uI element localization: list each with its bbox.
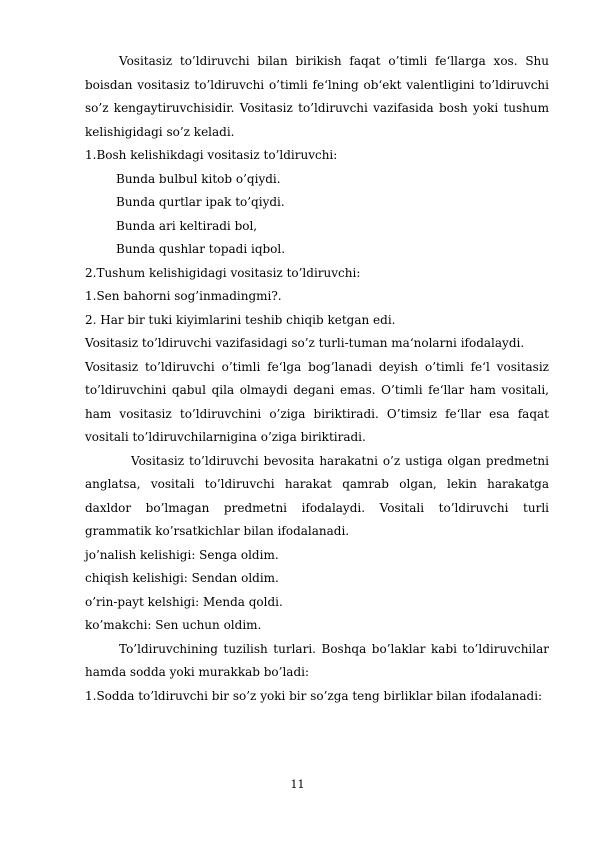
example-line: Bunda ari keltiradi bol, [116, 218, 258, 233]
case-list [85, 544, 549, 638]
case-line: chiqish kelishigi: Sendan oldim. [85, 571, 279, 585]
definition-paragraph: Vositasiz to’ldiruvchi o’timli fe‘lga bog’lanadi deyish o’timli fe‘l vositasiz to’ldiruvchini qabul qila olmaydi degani emas. O’timli fe‘llar ham vositali, ham vositasiz to’ldiruvchini o’ziga biriktiradi. O’timsiz fe‘llar esa faqat vositali to’ldiruvchilarnigina o’ziga biriktiradi. [85, 359, 549, 444]
simple-object-line: 1.Sodda to’ldiruvchi bir so’z yoki bir so’zga teng birliklar bilan ifodalanadi: [85, 688, 543, 703]
example-line: Bunda qurtlar ipak to’qiydi. [116, 195, 285, 209]
example-list-nominative [85, 168, 549, 262]
example-line: Bunda bulbul kitob o’qiydi. [116, 171, 281, 186]
case-line: jo’nalish kelishigi: Senga oldim. [85, 547, 279, 562]
indirect-object-paragraph: Vositasiz to’ldiruvchi bevosita harakatni o’z ustiga olgan predmetni anglatsa, vositali to’ldiruvchi harakat qamrab olgan, lekin harakatga daxldor bo’lmagan predmetni ifodalaydi. Vositali to’ldiruvchi turli grammatik ko’rsatkichlar bilan ifodalanadi. [85, 453, 549, 538]
example-line: 2. Har bir tuki kiyimlarini teshib chiqib ketgan edi. [85, 312, 396, 327]
heading-accusative-object: 2.Tushum kelishigidagi vositasiz to’ldiruvchi: [85, 265, 361, 280]
page-number: 11 [290, 778, 305, 791]
structure-paragraph: To’ldiruvchining tuzilish turlari. Boshqa bo’laklar kabi to’ldiruvchilar hamda sodda yoki murakkab bo’ladi: [85, 641, 549, 679]
case-line: o’rin-payt kelshigi: Menda qoldi. [85, 594, 283, 609]
example-line: Bunda qushlar topadi iqbol. [116, 242, 286, 256]
intro-paragraph: Vositasiz to’ldiruvchi bilan birikish faqat o’timli fe‘llarga xos. Shu boisdan vositasiz to’ldiruvchi o’timli fe‘lning ob‘ekt valentligini to’ldiruvchi so’z kengaytiruvchisidir. Vositasiz to’ldiruvchi vazifasida bosh yoki tushum kelishigidagi so’z keladi. [85, 54, 549, 139]
document-page [85, 50, 549, 708]
heading-nominative-object: 1.Bosh kelishikdagi vositasiz to’ldiruvchi: [85, 148, 338, 162]
semantic-paragraph: Vositasiz to’ldiruvchi vazifasidagi so’z turli-tuman ma‘nolarni ifodalaydi. [85, 336, 525, 350]
case-line: ko’makchi: Sen uchun oldim. [85, 618, 262, 632]
example-line: 1.Sen bahorni sog’inmadingmi?. [85, 289, 282, 303]
